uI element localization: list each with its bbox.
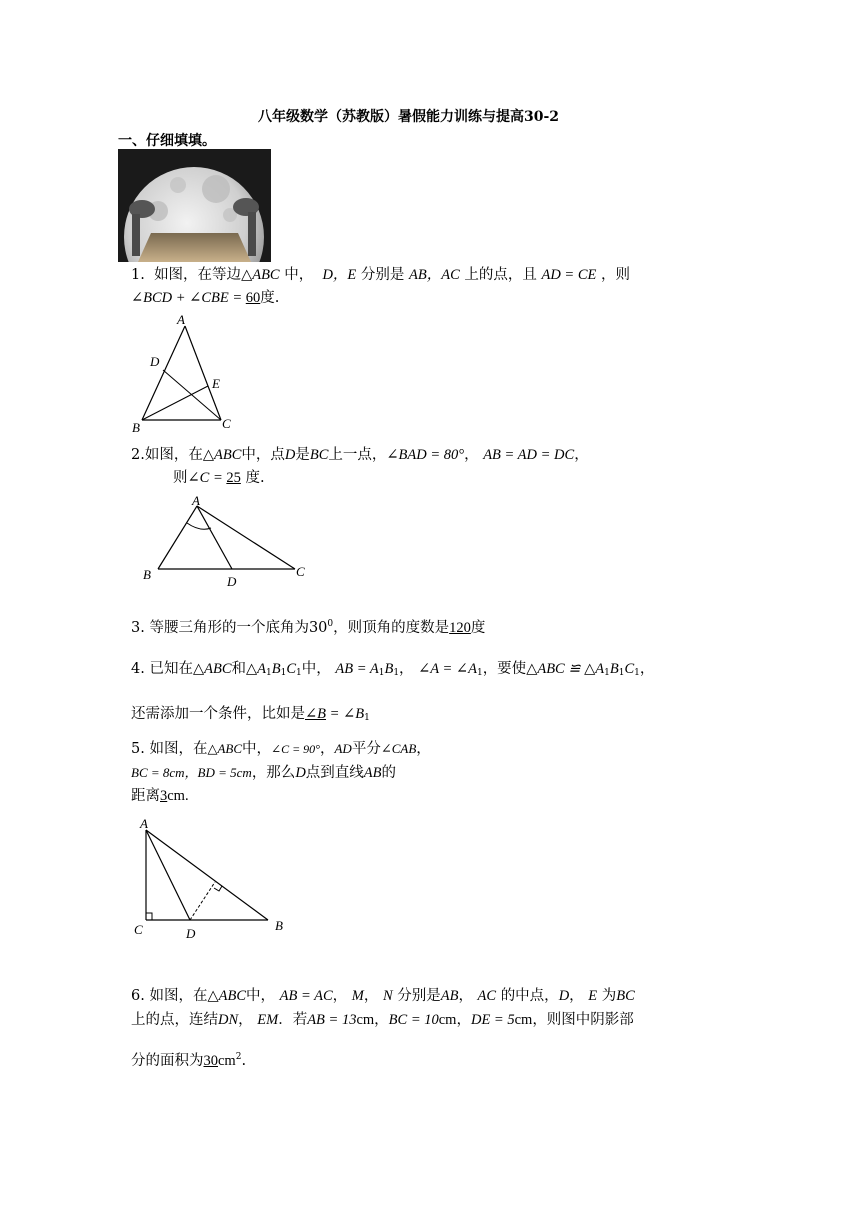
q6-text: 的中点，	[500, 988, 559, 1004]
q1-abac: AB，AC	[409, 267, 460, 283]
q5-perpendicular	[190, 882, 215, 920]
q5-text: 中，	[242, 741, 272, 757]
q5-text: ，	[416, 741, 431, 757]
q2-text: 上一点，	[328, 447, 387, 463]
q6-text: 分别是	[397, 988, 441, 1004]
q3-unit: 度	[470, 620, 486, 636]
q1-seg-be	[142, 386, 208, 420]
q4-line1	[131, 659, 654, 683]
q2-bc: BC	[309, 447, 329, 463]
q4-text: ，	[399, 661, 414, 677]
q4-sub: 1	[634, 668, 640, 678]
q2-figure	[140, 492, 320, 592]
q6-answer: 30	[203, 1053, 218, 1069]
q4-triangle-2: B	[271, 661, 281, 677]
q4-sub: 1	[393, 668, 400, 678]
q4-triangle-2: C	[286, 661, 297, 677]
q5-line3	[131, 786, 189, 806]
q6-text: 为	[601, 988, 617, 1004]
q5-right-angle-foot	[214, 886, 222, 891]
q5-label-d: D	[186, 926, 196, 941]
q6-n: N	[382, 988, 393, 1004]
q6-text: .	[241, 1053, 247, 1069]
q3-degree-sup: 0	[327, 619, 334, 629]
q1-figure	[130, 310, 240, 435]
q1-de: D，E	[322, 267, 357, 283]
q6-triangle: △ABC	[207, 988, 246, 1004]
q6-unit: cm	[218, 1053, 236, 1069]
q6-m: M	[351, 988, 364, 1004]
q4-sub: 1	[364, 713, 370, 723]
q4-answer: ∠B	[305, 706, 327, 722]
q6-text: ，	[458, 988, 473, 1004]
q3-text: ，则顶角的度数是	[333, 620, 450, 636]
q3-answer: 120	[449, 620, 471, 636]
q2-d: D	[284, 447, 296, 463]
q4-eq2: ∠A = ∠A	[418, 661, 477, 677]
q2-angle: ∠BAD = 80°	[386, 447, 465, 463]
q5-text: 5. 如图，在	[131, 741, 208, 757]
q6-ab: AB	[440, 988, 459, 1004]
q6-text: ，	[332, 988, 348, 1004]
q5-side-ab	[146, 830, 268, 920]
q1-triangle-symbol: △	[241, 267, 253, 283]
q6-text: 中，	[246, 988, 275, 1004]
q1-label-a: A	[177, 312, 185, 327]
q5-lengths: BC = 8cm，BD = 5cm	[131, 765, 252, 780]
q1-side-ac	[185, 326, 221, 420]
q6-sup: 2	[235, 1052, 242, 1062]
q6-de-length: DE = 5	[470, 1012, 515, 1028]
q2-label-a: A	[192, 493, 200, 508]
q1-number: 1.	[131, 267, 145, 283]
q4-eq1: B	[384, 661, 394, 677]
q2-eq: AB = AD = DC	[483, 447, 575, 463]
q5-figure	[130, 810, 300, 945]
q1-expression: ∠BCD + ∠CBE =	[131, 290, 246, 306]
q6-bc-length: BC = 10	[388, 1012, 439, 1028]
q6-unit: cm	[438, 1012, 457, 1028]
q2-side-ac	[197, 506, 295, 569]
q1-label-c: C	[222, 416, 231, 431]
q4-sub: 1	[266, 668, 272, 678]
q1-text: 上的点，且	[464, 267, 537, 283]
q4-congruence: C	[624, 661, 635, 677]
q6-line3	[131, 1047, 246, 1071]
q5-seg-ad	[146, 830, 190, 920]
q2-seg-ad	[197, 506, 232, 569]
q6-line2	[131, 1010, 634, 1030]
q4-sub: 1	[296, 668, 302, 678]
q2-text: 中，点	[241, 447, 285, 463]
q5-angle: ∠C = 90°	[271, 742, 320, 756]
q1-side-ab	[142, 326, 185, 420]
q1-label-d: D	[150, 354, 160, 369]
q1-abc: ABC	[252, 267, 280, 283]
q2-line1	[131, 445, 589, 465]
page-title: 八年级数学（苏教版）暑假能力训练与提高30-2	[258, 109, 560, 125]
q6-bc: BC	[616, 988, 635, 1004]
q4-sub: 1	[378, 668, 385, 678]
q2-text: 则	[173, 470, 188, 486]
q5-triangle: △ABC	[207, 741, 243, 756]
q6-text: 上的点，连结	[131, 1012, 218, 1028]
q5-text: 距离	[131, 788, 160, 804]
q2-unit: 度.	[245, 470, 265, 486]
q4-triangle-1: △ABC	[192, 661, 232, 677]
q2-side-ab	[158, 506, 197, 569]
q4-line2	[131, 704, 370, 728]
q3-line	[131, 614, 485, 638]
q6-unit: cm	[356, 1012, 375, 1028]
q3-text: 3. 等腰三角形的一个底角为30	[131, 620, 328, 636]
q5-d: D	[295, 765, 306, 781]
q6-text: ，	[363, 988, 379, 1004]
q1-line2	[131, 288, 279, 308]
q1-line1	[131, 265, 630, 285]
q6-text: 分的面积为	[131, 1053, 204, 1069]
q1-unit: 度.	[260, 290, 280, 306]
q4-sub: 1	[604, 668, 610, 678]
q5-answer: 3	[160, 788, 168, 804]
q2-label-d: D	[227, 574, 237, 589]
q1-answer: 60	[245, 290, 261, 306]
q1-text: 如图，在等边	[154, 267, 242, 283]
q4-congruence: △ABC ≌ △A	[526, 661, 605, 677]
q5-cab: ∠CAB	[380, 741, 417, 756]
q5-label-c: C	[134, 922, 143, 937]
q2-line2	[173, 468, 265, 488]
q2-triangle: △ABC	[202, 447, 242, 463]
q5-line2	[131, 763, 396, 783]
q4-answer-rest: = ∠B	[326, 706, 365, 722]
q1-text: 分别是	[360, 267, 405, 283]
q6-d: D	[558, 988, 570, 1004]
q6-e: E	[588, 988, 598, 1004]
q6-ac: AC	[477, 988, 497, 1004]
q5-label-a: A	[140, 816, 148, 831]
q2-text: ，	[574, 447, 589, 463]
q4-congruence: B	[609, 661, 619, 677]
q6-text: ．若	[278, 1012, 308, 1028]
q5-ab: AB	[363, 765, 382, 781]
q4-sub: 1	[618, 668, 625, 678]
q2-label-b: B	[143, 567, 151, 582]
q5-text: ，	[319, 741, 335, 757]
q2-answer: 25	[226, 470, 241, 486]
q2-text: 如图，在	[144, 447, 203, 463]
q2-number: 2.	[131, 447, 145, 463]
q5-line1	[131, 739, 431, 759]
q6-em: EM	[257, 1012, 279, 1028]
q5-text: ，那么	[251, 765, 296, 781]
q4-text: ，	[639, 661, 655, 677]
q5-ad: AD	[334, 741, 352, 756]
q1-text: ，则	[600, 267, 630, 283]
q5-text: 的	[381, 765, 397, 781]
q4-text: 中，	[301, 661, 331, 677]
q1-eq: AD = CE	[541, 267, 597, 283]
q4-text: 和	[231, 661, 246, 677]
q4-text: ，要使	[482, 661, 527, 677]
q5-right-angle-c	[146, 913, 152, 920]
q4-eq1: AB = A	[335, 661, 379, 677]
q6-text: ，	[456, 1012, 471, 1028]
q1-label-b: B	[132, 420, 140, 435]
q2-expression: ∠C =	[187, 470, 227, 486]
q6-ab-length: AB = 13	[307, 1012, 357, 1028]
q6-dn: DN	[218, 1012, 239, 1028]
q4-sub: 1	[476, 668, 483, 678]
moon-picture	[118, 149, 271, 262]
q5-unit: cm.	[167, 788, 189, 804]
q5-label-b: B	[275, 918, 283, 933]
q2-text: ，	[464, 447, 479, 463]
q4-text: 4. 已知在	[131, 661, 193, 677]
q6-unit: cm	[514, 1012, 533, 1028]
q6-eq: AB = AC	[279, 988, 333, 1004]
q6-text: 6. 如图，在	[131, 988, 208, 1004]
q6-text: ，	[238, 1012, 253, 1028]
q2-label-c: C	[296, 564, 305, 579]
q5-text: 平分	[351, 741, 381, 757]
q4-text: 还需添加一个条件，比如是	[131, 706, 305, 722]
q2-text: 是	[295, 447, 310, 463]
section-heading: 一、仔细填填。	[118, 133, 216, 149]
q4-triangle-2: △A	[246, 661, 267, 677]
q5-text: 点到直线	[305, 765, 364, 781]
q6-line1	[131, 986, 635, 1006]
q6-text: ，	[374, 1012, 389, 1028]
q4-sub: 1	[280, 668, 287, 678]
q6-text: ，	[569, 988, 584, 1004]
q1-label-e: E	[212, 376, 220, 391]
q1-text: 中，	[284, 267, 314, 283]
q6-text: ，则图中阴影部	[532, 1012, 634, 1028]
